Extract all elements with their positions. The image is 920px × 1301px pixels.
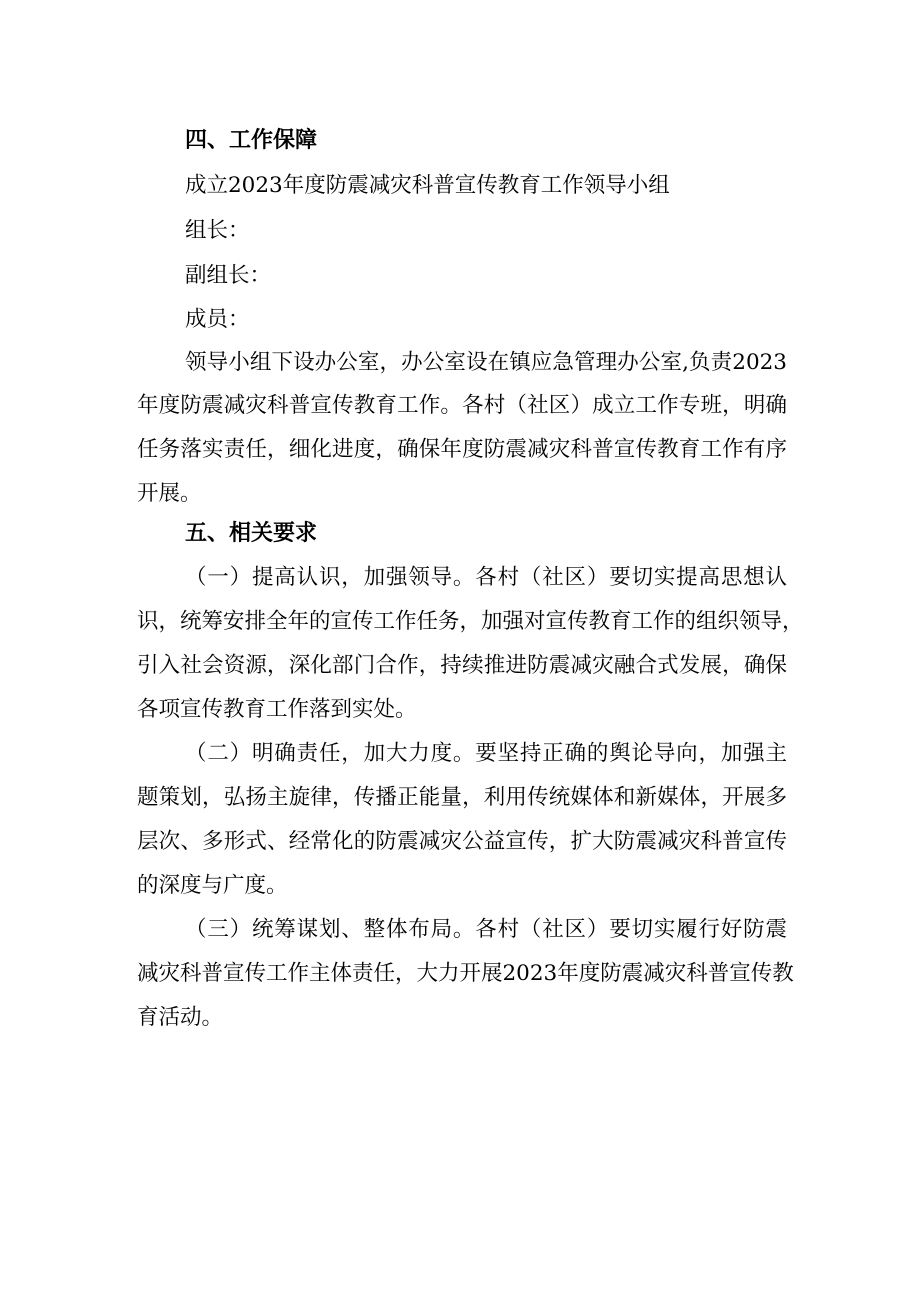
office-paragraph-line-4: 开展。 (137, 481, 202, 506)
requirement-1-line-2: 识，统筹安排全年的宣传工作任务，加强对宣传教育工作的组织领导， (137, 609, 804, 634)
members-label: 成员： (185, 307, 250, 332)
office-paragraph-line-3: 任务落实责任，细化进度，确保年度防震减灾科普宣传教育工作有序 (137, 437, 787, 462)
office-paragraph-line-2: 年度防震减灾科普宣传教育工作。各村（社区）成立工作专班，明确 (137, 393, 787, 418)
requirement-1-line-3: 引入社会资源，深化部门合作，持续推进防震减灾融合式发展，确保 (137, 653, 787, 678)
deputy-leader-label: 副组长： (185, 263, 272, 288)
requirement-1-line-4: 各项宣传教育工作落到实处。 (137, 697, 417, 722)
requirement-1-line-1: （一）提高认识，加强领导。各村（社区）要切实提高思想认 (185, 565, 787, 590)
requirement-2-line-4: 的深度与广度。 (137, 873, 288, 898)
requirement-2-line-1: （二）明确责任，加大力度。要坚持正确的舆论导向，加强主 (185, 741, 787, 766)
requirement-3-line-1: （三）统筹谋划、整体布局。各村（社区）要切实履行好防震 (185, 917, 787, 942)
leader-label: 组长： (185, 218, 250, 243)
office-paragraph-line-1: 领导小组下设办公室，办公室设在镇应急管理办公室,负责2023 (185, 350, 787, 375)
leading-group-line: 成立2023年度防震减灾科普宣传教育工作领导小组 (185, 173, 670, 198)
requirement-2-line-2: 题策划，弘扬主旋律，传播正能量，利用传统媒体和新媒体，开展多 (137, 785, 787, 810)
section-5-heading: 五、相关要求 (185, 521, 318, 546)
requirement-2-line-3: 层次、多形式、经常化的防震减灾公益宣传，扩大防震减灾科普宣传 (137, 829, 787, 854)
requirement-3-line-3: 育活动。 (137, 1005, 224, 1030)
requirement-3-line-2: 减灾科普宣传工作主体责任，大力开展2023年度防震减灾科普宣传教 (137, 961, 794, 986)
section-4-heading: 四、工作保障 (185, 128, 318, 153)
